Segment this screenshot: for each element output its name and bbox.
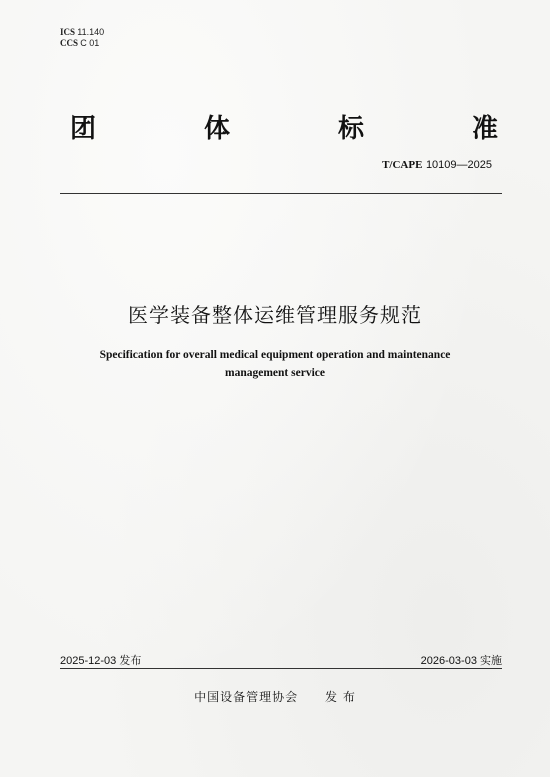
english-title-line: Specification for overall medical equipment operation and maintenance: [99, 349, 451, 361]
classification-codes: [60, 27, 104, 49]
ccs-label: CCS: [60, 38, 79, 48]
ics-label: ICS: [60, 27, 76, 37]
publisher: [0, 688, 550, 705]
ccs-code: [60, 38, 104, 49]
english-title-line: management service: [225, 367, 325, 379]
standard-number-value: 10109—2025: [425, 159, 492, 171]
ccs-value: C 01: [80, 38, 100, 48]
header-divider: [60, 193, 502, 194]
standard-type-char: 团: [70, 114, 97, 144]
standard-number: [382, 158, 492, 171]
standard-type-char: 体: [203, 114, 230, 144]
ics-value: 11.140: [77, 27, 105, 37]
implementation-date: 2026-03-03 实施: [420, 655, 502, 667]
english-title: [60, 346, 490, 382]
standard-type-char: 标: [337, 114, 364, 144]
footer-divider: [60, 668, 502, 669]
publisher-organization: 中国设备管理协会: [194, 690, 299, 704]
ics-code: [60, 27, 104, 38]
issue-date: 2025-12-03 发布: [60, 655, 142, 667]
chinese-title: 医学装备整体运维管理服务规范: [128, 303, 422, 327]
standard-number-prefix: T/CAPE: [382, 159, 423, 171]
standard-type-char: 准: [471, 114, 498, 144]
standard-type-heading: [70, 108, 498, 145]
publisher-action: 发 布: [325, 690, 356, 704]
